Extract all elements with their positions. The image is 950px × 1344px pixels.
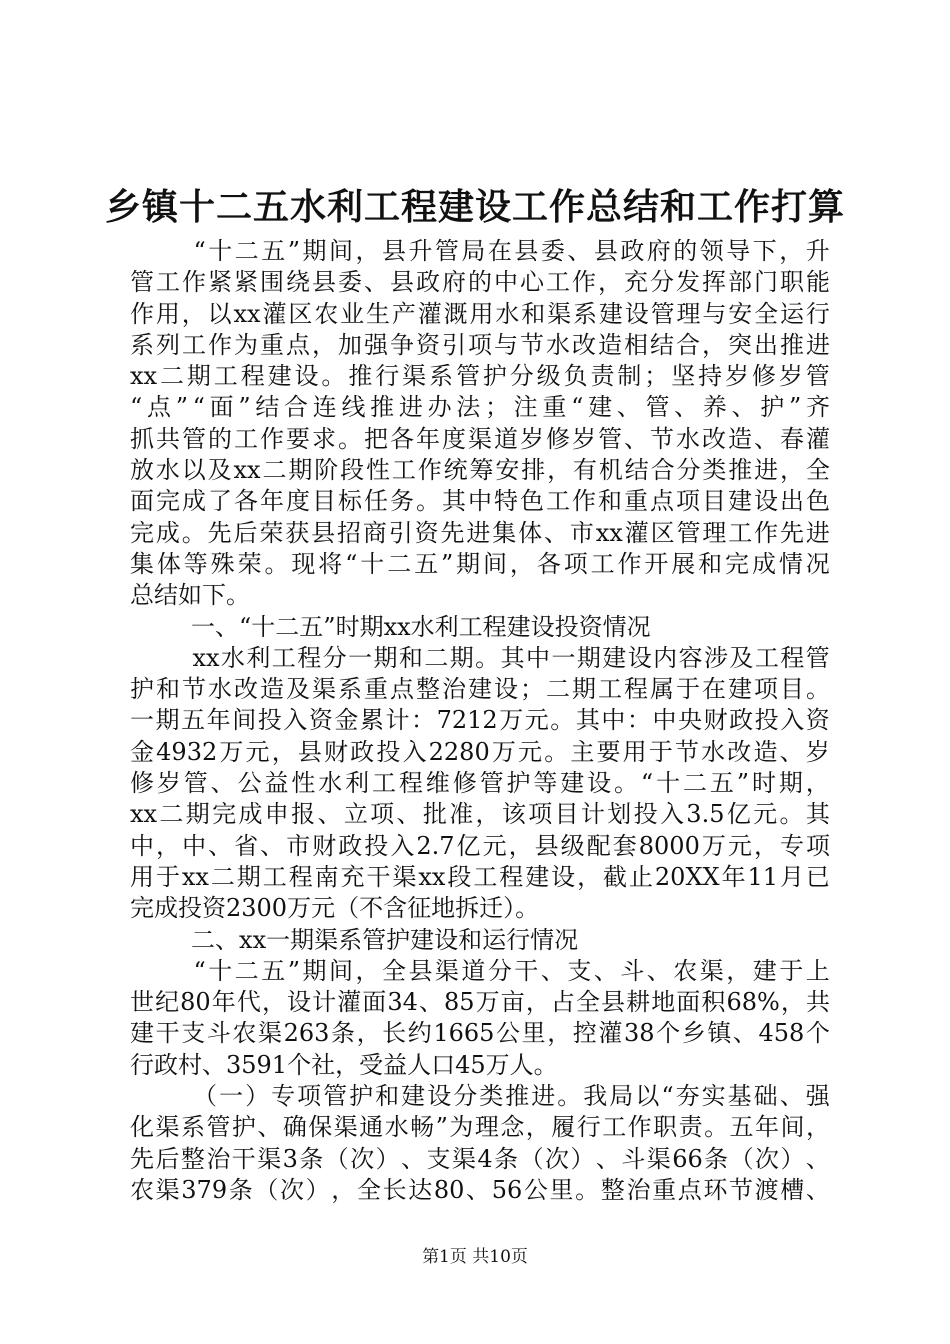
body-line: 建 干 支 斗 农 渠 263 条 ， 长 约 1665 公 里 ， 控 灌 38 个 乡 镇 、 458 个 xyxy=(130,1019,830,1048)
body-line: xx 二 期 工 程 建 设 。 推 行 渠 系 管 护 分 级 负 责 制 ； 坚 持 岁 修 岁 管 xyxy=(130,362,830,391)
body-line: 二、xx一期渠系管护建设和运行情况 xyxy=(130,925,579,954)
body-line: 农 渠 379 条 （ 次 ） ， 全 长 达 80 、 56 公 里 。 整 治 重 点 环 节 渡 槽 、 xyxy=(130,1175,830,1204)
body-line: “ 十 二 五 ” 期 间 ， 县 升 管 局 在 县 委 、 县 政 府 的 领 导 下 ， 升 xyxy=(193,237,830,265)
body-line: 抓 共 管 的 工 作 要 求 。 把 各 年 度 渠 道 岁 修 岁 管 、 节 水 改 造 、 春 灌 xyxy=(130,424,830,453)
body-line: 完成投资2300万元（不含征地拆迁）。 xyxy=(130,894,540,923)
body-line: （ 一 ） 专 项 管 护 和 建 设 分 类 推 进 。 我 局 以 “ 夯 实 基 础 、 强 xyxy=(193,1082,830,1111)
body-line: 集 体 等 殊 荣 。 现 将 “ 十 二 五 ” 期 间 ， 各 项 工 作 开 展 和 完 成 情 况 xyxy=(130,549,830,578)
body-line: 总结如下。 xyxy=(130,581,250,610)
body-line: 完 成 。 先 后 荣 获 县 招 商 引 资 先 进 集 体 、 市 xx 灌 区 管 理 工 作 先 进 xyxy=(130,518,830,547)
body-line: 用 于 xx 二 期 工 程 南 充 干 渠 xx 段 工 程 建 设 ， 截 止 20XX 年 11 月 已 xyxy=(130,862,830,891)
body-line: 作 用 ， 以 xx 灌 区 农 业 生 产 灌 溉 用 水 和 渠 系 建 设 管 理 与 安 全 运 行 xyxy=(130,299,830,328)
body-line: 化 渠 系 管 护 、 确 保 渠 通 水 畅 ” 为 理 念 ， 履 行 工 作 职 责 。 五 年 间 ， xyxy=(130,1113,830,1142)
body-line: 一、“十二五”时期xx水利工程建设投资情况 xyxy=(130,612,651,641)
body-line: 放 水 以 及 xx 二 期 阶 段 性 工 作 统 筹 安 排 ， 有 机 结 合 分 类 推 进 ， 全 xyxy=(130,456,830,485)
body-line: 世 纪 80 年 代 ， 设 计 灌 面 34 、 85 万 亩 ， 占 全 县 耕 地 面 积 68% ， 共 xyxy=(130,988,830,1017)
body-line: 金 4932 万 元 ， 县 财 政 投 入 2280 万 元 。 主 要 用 于 节 水 改 造 、 岁 xyxy=(130,737,830,766)
body-line: 修 岁 管 、 公 益 性 水 利 工 程 维 修 管 护 等 建 设 。 “ 十 二 五 ” 时 期 ， xyxy=(130,769,830,798)
body-line: 中 ， 中 、 省 、 市 财 政 投 入 2.7 亿 元 ， 县 级 配 套 8000 万 元 ， 专 项 xyxy=(130,831,830,860)
page-footer: 第1页 共10页 xyxy=(422,1247,528,1267)
body-line: “ 点 ” “ 面 ” 结 合 连 线 推 进 办 法 ； 注 重 “ 建 、 管 、 养 、 护 ” 齐 xyxy=(130,393,830,422)
body-line: 行政村、3591个社，受益人口45万人。 xyxy=(130,1050,558,1079)
body-line: 管 工 作 紧 紧 围 绕 县 委 、 县 政 府 的 中 心 工 作 ， 充 分 发 挥 部 门 职 能 xyxy=(130,268,830,297)
body-line: 面 完 成 了 各 年 度 目 标 任 务 。 其 中 特 色 工 作 和 重 点 项 目 建 设 出 色 xyxy=(130,487,830,516)
body-line: 护 和 节 水 改 造 及 渠 系 重 点 整 治 建 设 ； 二 期 工 程 属 于 在 建 项 目 。 xyxy=(130,675,830,704)
body-line: 一 期 五 年 间 投 入 资 金 累 计 ： 7212 万 元 。 其 中 ： 中 央 财 政 投 入 资 xyxy=(130,706,830,735)
body-line: 先 后 整 治 干 渠 3 条 （ 次 ） 、 支 渠 4 条 （ 次 ） 、 斗 渠 66 条 （ 次 ） 、 xyxy=(130,1144,830,1173)
document-body xyxy=(130,236,830,1206)
body-line: 系 列 工 作 为 重 点 ， 加 强 争 资 引 项 与 节 水 改 造 相 结 合 ， 突 出 推 进 xyxy=(130,330,830,359)
body-line: xx 二 期 完 成 申 报 、 立 项 、 批 准 ， 该 项 目 计 划 投 入 3.5 亿 元 。 其 xyxy=(130,800,830,829)
body-line: xx 水 利 工 程 分 一 期 和 二 期 。 其 中 一 期 建 设 内 容 涉 及 工 程 管 xyxy=(192,643,830,672)
document-title: 乡镇十二五水利工程建设工作总结和工作打算 xyxy=(104,187,845,228)
body-line: “ 十 二 五 ” 期 间 ， 全 县 渠 道 分 干 、 支 、 斗 、 农 渠 ， 建 于 上 xyxy=(193,956,830,985)
